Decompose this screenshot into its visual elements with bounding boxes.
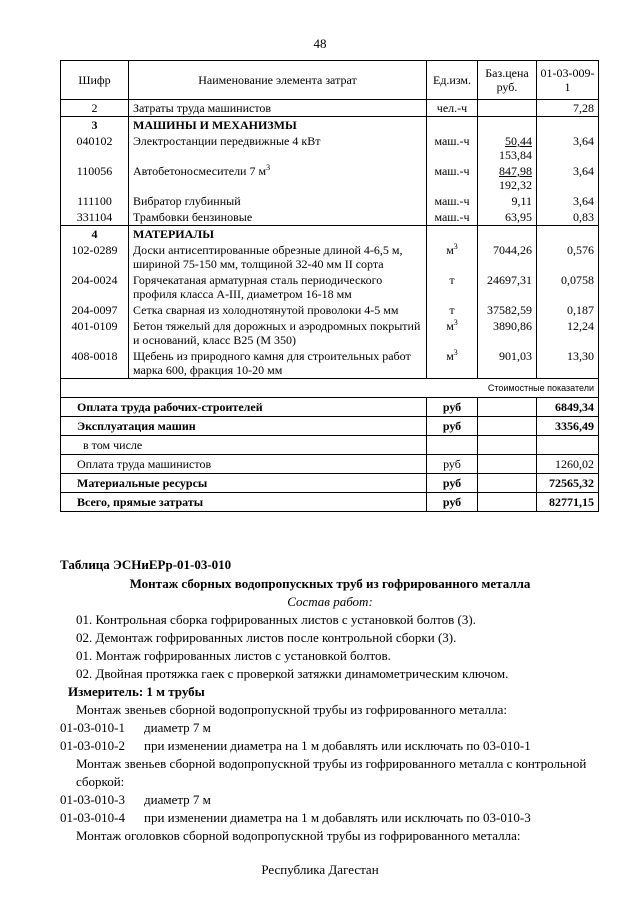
row-name-text: Сетка сварная из холоднотянутой проволоки 4-5 мм: [133, 303, 399, 317]
table-row: [61, 163, 599, 193]
group-heading: Монтаж звеньев сборной водопропускной трубы из гофрированного металла:: [76, 702, 508, 717]
total-empty-cell: [478, 398, 537, 417]
norm-item: [60, 791, 600, 809]
row-name: [129, 163, 427, 193]
norm-code: 01-03-010-4: [60, 810, 125, 825]
work-item: 01. Монтаж гофрированных листов с установкой болтов.: [76, 648, 391, 663]
row-price: [478, 226, 537, 243]
row-name-text: Горячекатаная арматурная сталь периодического профиля класса А-III, диаметром 16-18 мм: [133, 273, 383, 301]
table-row: [61, 133, 599, 163]
row-price-main: 847,98: [499, 164, 532, 178]
norm-text: диаметр 7 м: [144, 792, 211, 807]
table-row: [61, 117, 599, 134]
norm-code: 01-03-010-2: [60, 738, 125, 753]
row-quantity: 0,83: [537, 209, 599, 226]
row-price-secondary: 192,32: [499, 178, 532, 192]
row-unit: [427, 302, 478, 318]
work-item: 01. Контрольная сборка гофрированных листов с установкой болтов (3).: [76, 612, 476, 627]
norm-text: при изменении диаметра на 1 м добавлять или исключать по 03-010-3: [144, 810, 531, 825]
total-unit: руб: [427, 493, 478, 512]
row-unit-text: м: [446, 243, 454, 257]
row-quantity: 3,64: [537, 133, 599, 163]
header-code: Шифр: [61, 61, 129, 100]
total-value: 6849,34: [537, 398, 599, 417]
norm-code: 01-03-010-1: [60, 720, 125, 735]
total-name: Оплата труда рабочих-строителей: [61, 398, 427, 417]
row-quantity: 3,64: [537, 193, 599, 209]
total-name: Всего, прямые затраты: [61, 493, 427, 512]
norm-item: [60, 719, 600, 737]
page-number: 48: [313, 36, 327, 51]
row-quantity: 0,576: [537, 242, 599, 272]
row-name: [129, 209, 427, 226]
row-code: 2: [61, 100, 129, 117]
row-price-main: 901,03: [499, 349, 532, 363]
row-quantity: 7,28: [537, 100, 599, 117]
totals-row: [61, 398, 599, 417]
row-price: [478, 117, 537, 134]
total-empty-cell: [478, 455, 537, 474]
row-quantity: 12,24: [537, 318, 599, 348]
row-unit: [427, 242, 478, 272]
row-code: 408-0018: [61, 348, 129, 379]
table-row: [61, 226, 599, 243]
row-unit: [427, 193, 478, 209]
table-row: [61, 302, 599, 318]
total-name: Материальные ресурсы: [61, 474, 427, 493]
row-name: [129, 348, 427, 379]
row-name-text: МАШИНЫ И МЕХАНИЗМЫ: [133, 118, 297, 132]
row-code: 204-0024: [61, 272, 129, 302]
row-price-main: 50,44: [505, 134, 532, 148]
header-price: Баз.цена руб.: [478, 61, 537, 100]
row-quantity: 0,0758: [537, 272, 599, 302]
row-unit-text: маш.-ч: [434, 194, 470, 208]
totals-row: [61, 455, 599, 474]
totals-row: [61, 436, 599, 455]
row-unit: [427, 163, 478, 193]
row-quantity: [537, 117, 599, 134]
row-quantity: [537, 226, 599, 243]
row-price: [478, 318, 537, 348]
row-price: [478, 163, 537, 193]
norm-item: [60, 809, 600, 827]
row-price: [478, 133, 537, 163]
total-name: Оплата труда машинистов: [61, 455, 427, 474]
row-name-text: Электростанции передвижные 4 кВт: [133, 134, 321, 148]
total-value: 1260,02: [537, 455, 599, 474]
row-name: [129, 318, 427, 348]
row-code: 102-0289: [61, 242, 129, 272]
totals-label-row: [61, 379, 599, 398]
page-footer: Республика Дагестан: [261, 862, 379, 877]
row-name: [129, 242, 427, 272]
total-empty-cell: [478, 493, 537, 512]
total-name: Эксплуатация машин: [61, 417, 427, 436]
row-unit: [427, 226, 478, 243]
row-unit-text: чел.-ч: [436, 101, 468, 115]
total-value: 3356,49: [537, 417, 599, 436]
row-name: [129, 226, 427, 243]
total-name: в том числе: [61, 436, 427, 455]
table-section: [60, 556, 600, 845]
composition-heading: Состав работ:: [287, 594, 373, 609]
row-name-text: Доски антисептированные обрезные длиной 4-6,5 м, шириной 75-150 мм, толщиной 32-40 мм II сорта: [133, 243, 403, 271]
total-value: 72565,32: [537, 474, 599, 493]
group-heading: Монтаж звеньев сборной водопропускной трубы из гофрированного металла с контрольной сборкой:: [76, 756, 587, 789]
table-row: [61, 242, 599, 272]
row-code: 3: [61, 117, 129, 134]
totals-row: [61, 417, 599, 436]
totals-row: [61, 493, 599, 512]
total-empty-cell: [478, 474, 537, 493]
row-code: 040102: [61, 133, 129, 163]
row-unit: [427, 133, 478, 163]
totals-rows: [61, 379, 599, 512]
measure-unit: Измеритель: 1 м трубы: [68, 684, 205, 699]
row-price-main: 24697,31: [487, 273, 532, 287]
totals-row: [61, 474, 599, 493]
table-title: Таблица ЭСНиЕРр-01-03-010: [60, 557, 232, 572]
table-row: [61, 209, 599, 226]
total-empty-cell: [478, 417, 537, 436]
table-row: [61, 193, 599, 209]
row-price-main: 37582,59: [487, 303, 532, 317]
row-unit-text: м: [446, 349, 454, 363]
header-norm-code: 01-03-009-1: [537, 61, 599, 100]
total-value: [537, 436, 599, 455]
total-empty-cell: [478, 436, 537, 455]
table-row: [61, 272, 599, 302]
header-name: Наименование элемента затрат: [129, 61, 427, 100]
row-code: 110056: [61, 163, 129, 193]
table-row: [61, 348, 599, 379]
row-unit: [427, 272, 478, 302]
row-code: 111100: [61, 193, 129, 209]
row-name: [129, 302, 427, 318]
norm-text: диаметр 7 м: [144, 720, 211, 735]
norm-code: 01-03-010-3: [60, 792, 125, 807]
row-name: [129, 272, 427, 302]
row-code: 204-0097: [61, 302, 129, 318]
row-quantity: 3,64: [537, 163, 599, 193]
row-price: [478, 242, 537, 272]
row-name-text: Щебень из природного камня для строительных работ марка 600, фракция 10-20 мм: [133, 349, 411, 377]
totals-label: Стоимостные показатели: [61, 379, 599, 398]
row-name-text: Затраты труда машинистов: [133, 101, 272, 115]
row-price: [478, 348, 537, 379]
total-unit: руб: [427, 455, 478, 474]
row-name: [129, 100, 427, 117]
row-quantity: 0,187: [537, 302, 599, 318]
row-unit-text: м: [446, 319, 454, 333]
row-unit-text: т: [449, 303, 455, 317]
row-price: [478, 193, 537, 209]
row-unit: [427, 348, 478, 379]
row-price: [478, 209, 537, 226]
row-price-main: 9,11: [511, 194, 532, 208]
row-quantity: 13,30: [537, 348, 599, 379]
norm-text: при изменении диаметра на 1 м добавлять или исключать по 03-010-1: [144, 738, 531, 753]
row-unit: [427, 100, 478, 117]
table-subtitle: Монтаж сборных водопропускных труб из гофрированного металла: [129, 576, 531, 591]
row-code: 331104: [61, 209, 129, 226]
work-item: 02. Двойная протяжка гаек с проверкой затяжки динамометрическим ключом.: [76, 666, 509, 681]
table-header-row: [61, 61, 599, 100]
row-name-text: Бетон тяжелый для дорожных и аэродромных покрытий и оснований, класс В25 (М 350): [133, 319, 421, 347]
row-price: [478, 302, 537, 318]
total-unit: [427, 436, 478, 455]
row-name-text: Вибратор глубинный: [133, 194, 241, 208]
norm-item: [60, 737, 600, 755]
row-unit-sup: 3: [453, 318, 458, 327]
row-code: 4: [61, 226, 129, 243]
header-unit: Ед.изм.: [427, 61, 478, 100]
row-unit: [427, 117, 478, 134]
row-price-main: 63,95: [505, 210, 532, 224]
row-name-sup: 3: [266, 163, 271, 172]
row-price: [478, 272, 537, 302]
row-price-secondary: 153,84: [499, 148, 532, 162]
table-row: [61, 100, 599, 117]
row-unit-text: т: [449, 273, 455, 287]
row-price-main: 3890,86: [493, 319, 532, 333]
row-unit-text: маш.-ч: [434, 210, 470, 224]
resource-table: [60, 60, 599, 512]
total-unit: руб: [427, 398, 478, 417]
row-name: [129, 193, 427, 209]
row-price: [478, 100, 537, 117]
total-value: 82771,15: [537, 493, 599, 512]
row-unit: [427, 209, 478, 226]
row-name-text: Трамбовки бензиновые: [133, 210, 253, 224]
group-heading: Монтаж оголовков сборной водопропускной трубы из гофрированного металла:: [76, 828, 521, 843]
row-unit: [427, 318, 478, 348]
row-name: [129, 133, 427, 163]
resource-rows: [61, 100, 599, 379]
total-unit: руб: [427, 417, 478, 436]
row-code: 401-0109: [61, 318, 129, 348]
row-unit-text: маш.-ч: [434, 164, 470, 178]
total-unit: руб: [427, 474, 478, 493]
row-unit-sup: 3: [453, 242, 458, 251]
row-unit-sup: 3: [453, 348, 458, 357]
row-name: [129, 117, 427, 134]
work-item: 02. Демонтаж гофрированных листов после контрольной сборки (3).: [76, 630, 457, 645]
table-row: [61, 318, 599, 348]
row-price-main: 7044,26: [493, 243, 532, 257]
row-name-text: МАТЕРИАЛЫ: [133, 227, 214, 241]
row-name-text: Автобетоносмесители 7 м: [133, 164, 267, 178]
row-unit-text: маш.-ч: [434, 134, 470, 148]
